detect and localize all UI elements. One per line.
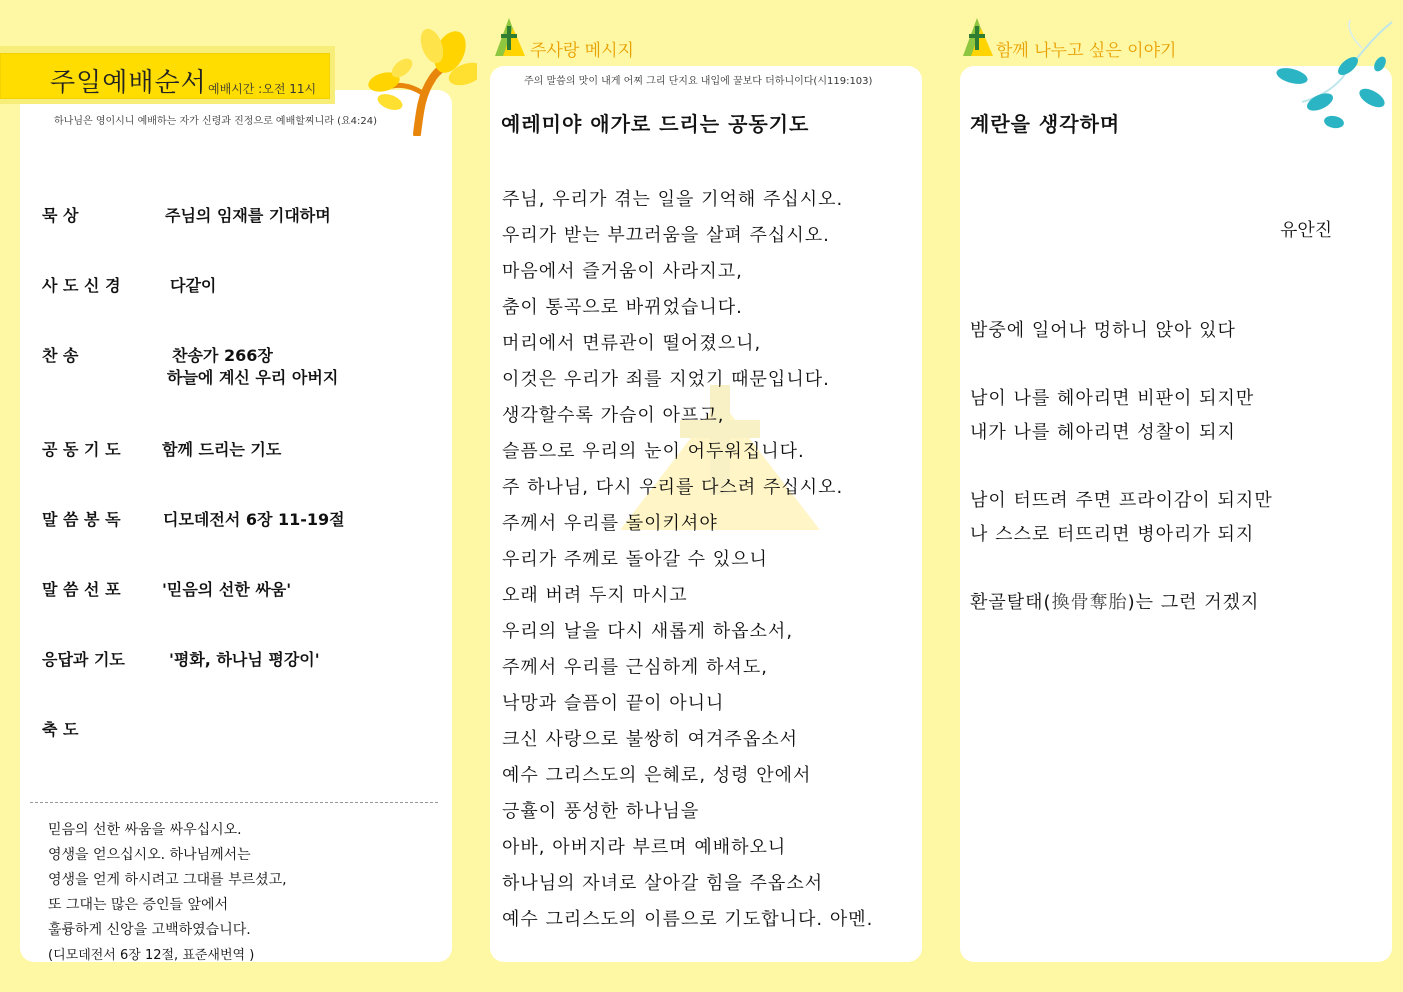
prayer-line: 하나님의 자녀로 살아갈 힘을 주옵소서 bbox=[502, 873, 824, 894]
order-label: 사 도 신 경 bbox=[42, 276, 121, 295]
page-title: 주일예배순서 bbox=[50, 68, 207, 98]
prayer-line: 우리가 주께로 돌아갈 수 있으니 bbox=[502, 549, 768, 570]
scripture-quote bbox=[48, 818, 287, 943]
prayer-line: 우리의 날을 다시 새롭게 하옵소서, bbox=[502, 621, 794, 642]
quote-line: 영생을 얻으십시오. 하나님께서는 bbox=[48, 847, 251, 863]
order-label: 축 도 bbox=[42, 720, 79, 739]
order-value: 디모데전서 6장 11-19절 bbox=[163, 510, 345, 529]
quote-line: 믿음의 선한 싸움을 싸우십시오. bbox=[48, 822, 242, 838]
prayer-line: 생각할수록 가슴이 아프고, bbox=[502, 405, 725, 426]
story-text: 환골탈태( bbox=[970, 592, 1052, 613]
order-value: '믿음의 선한 싸움' bbox=[162, 580, 292, 599]
prayer-line: 마음에서 즐거움이 사라지고, bbox=[502, 261, 743, 282]
prayer-line: 춤이 통곡으로 바뀌었습니다. bbox=[502, 297, 743, 318]
story-line-last bbox=[970, 588, 1259, 614]
quote-reference: (디모데전서 6장 12절, 표준새번역 ) bbox=[48, 948, 255, 963]
story-panel bbox=[960, 66, 1392, 962]
quote-line: 또 그대는 많은 증인들 앞에서 bbox=[48, 897, 229, 913]
cross-mountain-icon bbox=[491, 12, 527, 56]
hanja-text: 換骨奪胎 bbox=[1051, 592, 1128, 613]
story-text: )는 그런 거겠지 bbox=[1127, 592, 1260, 613]
prayer-line: 오래 버려 두지 마시고 bbox=[502, 585, 688, 606]
section-heading-message: 주사랑 메시지 bbox=[530, 41, 634, 61]
prayer-line: 주께서 우리를 근심하게 하셔도, bbox=[502, 657, 768, 678]
order-label: 응답과 기도 bbox=[42, 650, 125, 669]
order-label: 말 씀 선 포 bbox=[42, 580, 121, 599]
story-author: 유안진 bbox=[1280, 220, 1333, 241]
leaf-branch-icon bbox=[1262, 18, 1398, 134]
story-line: 밤중에 일어나 멍하니 앉아 있다 bbox=[970, 320, 1236, 341]
tree-icon bbox=[362, 24, 477, 136]
prayer-line: 낙망과 슬픔이 끝이 아니니 bbox=[502, 693, 725, 714]
worship-time: 예배시간 :오전 11시 bbox=[208, 82, 317, 96]
prayer-line: 아바, 아버지라 부르며 예배하오니 bbox=[502, 837, 787, 858]
story-line: 남이 터뜨려 주면 프라이감이 되지만 bbox=[970, 490, 1273, 511]
order-value: 함께 드리는 기도 bbox=[162, 440, 282, 459]
prayer-line: 예수 그리스도의 이름으로 기도합니다. 아멘. bbox=[502, 909, 874, 930]
order-value: 주님의 임재를 기대하며 bbox=[165, 206, 331, 225]
order-value: '평화, 하나님 평강이' bbox=[169, 650, 320, 669]
story-title: 계란을 생각하며 bbox=[970, 112, 1121, 136]
prayer-line: 크신 사랑으로 불쌍히 여겨주옵소서 bbox=[502, 729, 798, 750]
order-value: 다같이 bbox=[170, 276, 217, 295]
prayer-line: 예수 그리스도의 은혜로, 성령 안에서 bbox=[502, 765, 812, 786]
message-verse: 주의 말씀의 맛이 내게 어찌 그리 단지요 내입에 꿀보다 더하니이다(시119:103) bbox=[524, 76, 873, 87]
dashed-divider bbox=[30, 802, 438, 803]
section-heading-story: 함께 나누고 싶은 이야기 bbox=[996, 41, 1177, 61]
prayer-line: 주님, 우리가 겪는 일을 기억해 주십시오. bbox=[502, 189, 844, 210]
prayer-line: 이것은 우리가 죄를 지었기 때문입니다. bbox=[502, 369, 830, 390]
header-verse: 하나님은 영이시니 예배하는 자가 신령과 진정으로 예배할찌니라 (요4:24) bbox=[54, 116, 377, 127]
cross-mountain-icon bbox=[959, 12, 995, 56]
prayer-title: 예레미야 애가로 드리는 공동기도 bbox=[501, 112, 810, 136]
prayer-line: 우리가 받는 부끄러움을 살펴 주십시오. bbox=[502, 225, 830, 246]
story-line: 남이 나를 헤아리면 비판이 되지만 bbox=[970, 388, 1255, 409]
prayer-line: 주 하나님, 다시 우리를 다스려 주십시오. bbox=[502, 477, 844, 498]
prayer-line: 주께서 우리를 돌이키셔야 bbox=[502, 513, 718, 534]
prayer-line: 슬픔으로 우리의 눈이 어두워집니다. bbox=[502, 441, 805, 462]
hymn-title: 하늘에 계신 우리 아버지 bbox=[167, 368, 339, 387]
quote-line: 영생을 얻게 하시려고 그대를 부르셨고, bbox=[48, 872, 287, 888]
prayer-text bbox=[502, 182, 873, 938]
order-label: 찬 송 bbox=[42, 346, 79, 365]
order-label: 말 씀 봉 독 bbox=[42, 510, 121, 529]
story-line: 내가 나를 헤아리면 성찰이 되지 bbox=[970, 422, 1236, 443]
order-value: 찬송가 266장 bbox=[172, 346, 273, 365]
order-label: 묵 상 bbox=[42, 206, 79, 225]
story-line: 나 스스로 터뜨리면 병아리가 되지 bbox=[970, 524, 1255, 545]
order-label: 공 동 기 도 bbox=[42, 440, 121, 459]
prayer-line: 긍휼이 풍성한 하나님을 bbox=[502, 801, 700, 822]
prayer-line: 머리에서 면류관이 떨어졌으니, bbox=[502, 333, 762, 354]
quote-line: 훌륭하게 신앙을 고백하였습니다. bbox=[48, 922, 251, 938]
